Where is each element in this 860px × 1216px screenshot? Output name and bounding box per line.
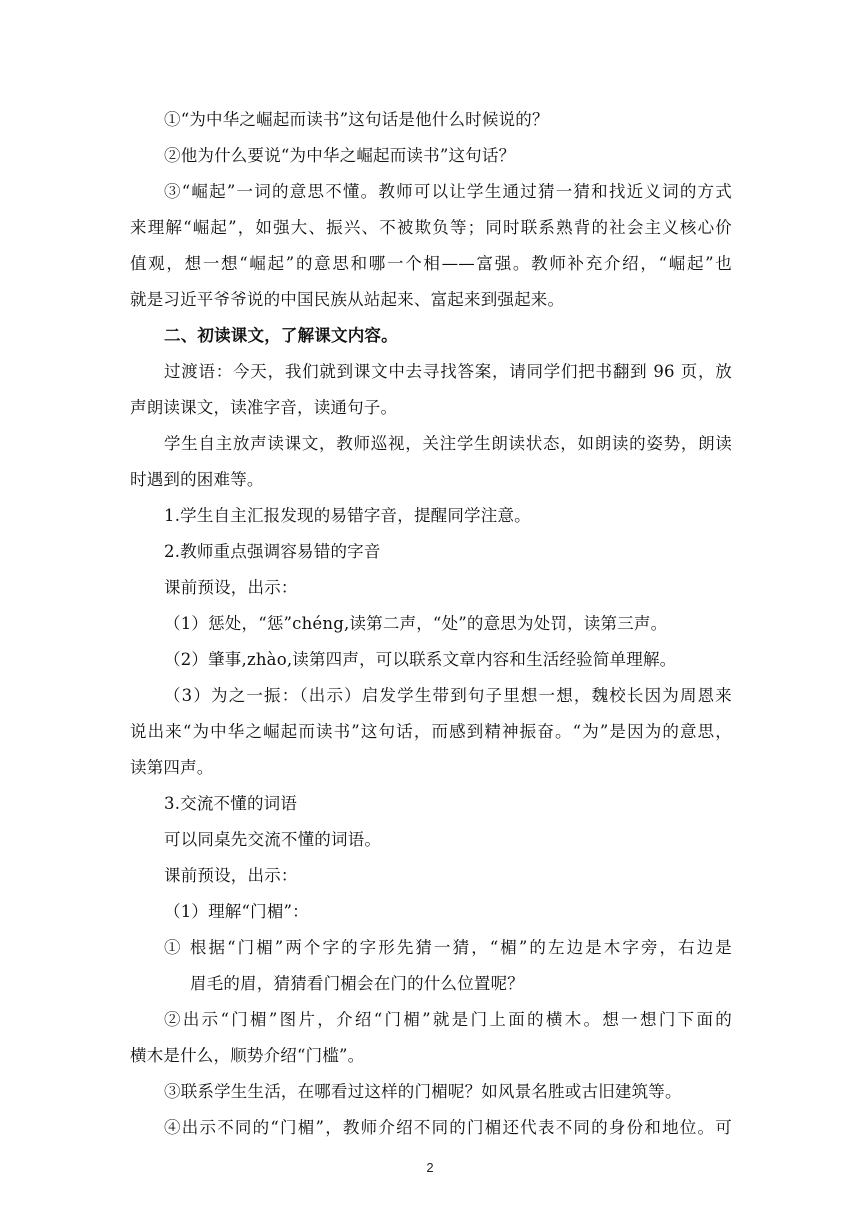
text-line: ③联系学生生活，在哪看过这样的门楣呢？如风景名胜或古旧建筑等。 <box>164 1082 682 1101</box>
text-line: 过渡语：今天，我们就到课文中去寻找答案，请同学们把书翻到 96 页，放 <box>164 362 732 381</box>
text-line: 时遇到的困难等。 <box>130 470 264 489</box>
text-line: ①“为中华之崛起而读书”这句话是他什么时候说的？ <box>164 110 549 129</box>
text-line: ②出示“门楣”图片，介绍“门楣”就是门上面的横木。想一想门下面的 <box>164 1010 732 1029</box>
section-heading: 二、初读课文，了解课文内容。 <box>164 326 398 345</box>
text-line: ① 根据“门楣”两个字的字形先猜一猜，“楣”的左边是木字旁，右边是 <box>164 938 732 957</box>
text-line: 就是习近平爷爷说的中国民族从站起来、富起来到强起来。 <box>130 290 565 309</box>
text-line: 3.交流不懂的词语 <box>164 794 298 813</box>
text-line: 来理解“崛起”，如强大、振兴、不被欺负等；同时联系熟背的社会主义核心价 <box>130 218 732 237</box>
text-line: ②他为什么要说“为中华之崛起而读书”这句话？ <box>164 146 516 165</box>
text-line: 声朗读课文，读准字音，读通句子。 <box>130 398 398 417</box>
text-line: （2）肇事,zhào,读第四声，可以联系文章内容和生活经验简单理解。 <box>164 650 677 669</box>
text-line: 读第四声。 <box>130 758 214 777</box>
text-line: 学生自主放声读课文，教师巡视，关注学生朗读状态，如朗读的姿势，朗读 <box>164 434 732 453</box>
text-line: 2.教师重点强调容易错的字音 <box>164 542 381 561</box>
text-line: 课前预设，出示： <box>164 578 298 597</box>
text-line: （1）惩处，“惩”chéng,读第二声，“处”的意思为处罚，读第三声。 <box>164 614 668 633</box>
text-line: 可以同桌先交流不懂的词语。 <box>164 830 382 849</box>
text-line: 课前预设，出示： <box>164 866 298 885</box>
text-line: 值观，想一想“崛起”的意思和哪一个相——富强。教师补充介绍，“崛起”也 <box>130 254 732 273</box>
page-number: 2 <box>426 1160 434 1175</box>
text-line: 横木是什么，顺势介绍“门槛”。 <box>130 1046 365 1065</box>
text-line: ③“崛起”一词的意思不懂。教师可以让学生通过猜一猜和找近义词的方式 <box>164 182 732 201</box>
text-line: （3）为之一振：（出示）启发学生带到句子里想一想，魏校长因为周恩来 <box>164 686 732 705</box>
text-line: ④出示不同的“门楣”，教师介绍不同的门楣还代表不同的身份和地位。可 <box>164 1118 732 1137</box>
text-line: 眉毛的眉，猜猜看门楣会在门的什么位置呢？ <box>190 974 524 993</box>
text-line: 1.学生自主汇报发现的易错字音，提醒同学注意。 <box>164 506 531 525</box>
text-line: （1）理解“门楣”： <box>164 902 309 921</box>
text-line: 说出来“为中华之崛起而读书”这句话，而感到精神振奋。“为”是因为的意思， <box>130 722 732 741</box>
